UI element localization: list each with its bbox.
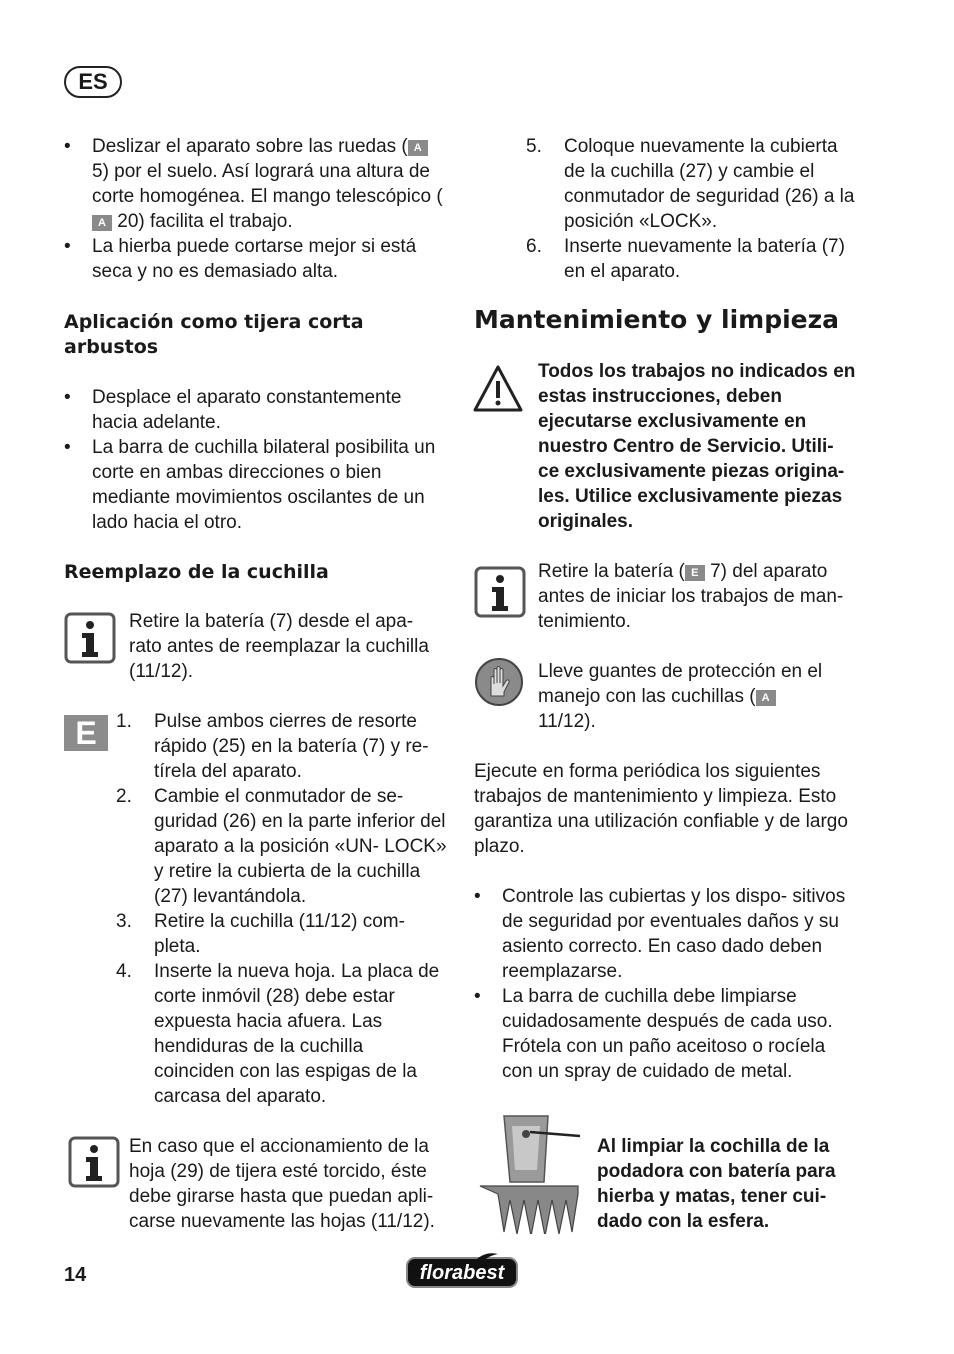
list-item: • Controle las cubiertas y los dispo- sitivos de seguridad por eventuales daños y su asiento correcto. En caso dado deben reemplazarse. <box>474 884 850 984</box>
section-heading-blade: Reemplazo de la cuchilla <box>64 561 329 583</box>
info-icon <box>64 612 114 662</box>
list-item: • La barra de cuchilla debe limpiarse cuidadosamente después de cada uso. Frótela con un paño aceitoso o rocíela con un spray de cuidado de metal. <box>474 984 850 1084</box>
list-item: • La barra de cuchilla bilateral posibilita un corte en ambas direcciones o bien mediante movimientos oscilantes de un lado hacia el otro. <box>64 435 448 535</box>
section-heading-hedge: Aplicación como tijera corta arbustos <box>64 311 364 358</box>
glove-icon <box>474 656 524 708</box>
figure-tag-e: E <box>685 565 705 581</box>
list-item: 4. Inserte la nueva hoja. La placa de corte inmóvil (28) debe estar expuesta hacia afuera. Las hendiduras de la cuchilla coinciden con las espigas de la carcasa del aparato. <box>116 961 440 1107</box>
list-item: 6. Inserte nuevamente la batería (7) en el aparato. <box>526 236 845 282</box>
left-column <box>64 134 448 585</box>
figure-tag-a: A <box>92 215 112 231</box>
warning-icon <box>472 364 524 414</box>
glove-text: Lleve guantes de protección en el manejo con las cuchillas ( A 11/12). <box>538 661 823 732</box>
list-item: 2. Cambie el conmutador de se- guridad (26) en la parte inferior del aparato a la posición «UN- LOCK» y retire la cubierta de la cuchilla (27) levantándola. <box>116 786 447 907</box>
list-item: • Deslizar el aparato sobre las ruedas ( A 5) por el suelo. Así logrará una altura de corte homogénea. El mango telescópico (A 20) facilita el trabajo. <box>64 134 448 234</box>
page-number: 14 <box>64 1264 87 1286</box>
list-item: 3. Retire la cuchilla (11/12) com- pleta. <box>116 911 405 957</box>
maintenance-paragraph: Ejecute en forma periódica los siguientes trabajos de mantenimiento y limpieza. Esto garantiza una utilización confiable y de largo plazo. <box>474 761 848 857</box>
maintenance-bullets <box>474 884 850 1084</box>
steps-list-right <box>526 134 860 284</box>
info-text-drive: En caso que el accionamiento de la hoja (29) de tijera esté torcido, éste debe girarse hasta que puedan apli- carse nuevamente las hojas (11/12). <box>129 1136 435 1232</box>
brand-logo: florabest <box>406 1252 518 1288</box>
figure-tag-a: A <box>408 140 428 156</box>
blade-note-text: Al limpiar la cochilla de la podadora con batería para hierba y matas, tener cui- dado con la esfera. <box>597 1136 836 1232</box>
figure-tag-e: E <box>64 715 108 751</box>
page-title-maintenance: Mantenimiento y limpieza <box>474 305 840 334</box>
list-item: 1. Pulse ambos cierres de resorte rápido (25) en la batería (7) y re- tírela del aparato. <box>116 711 429 782</box>
list-item: 5. Coloque nuevamente la cubierta de la cuchilla (27) y cambie el conmutador de seguridad (26) a la posición «LOCK». <box>526 136 855 232</box>
info-icon <box>474 566 524 616</box>
steps-list-left <box>116 709 448 1109</box>
info-text-replace: Retire la batería (7) desde el apa- rato antes de reemplazar la cuchilla (11/12). <box>129 611 429 682</box>
info-icon <box>68 1136 118 1186</box>
list-item: • La hierba puede cortarse mejor si está seca y no es demasiado alta. <box>64 234 448 284</box>
figure-tag-a: A <box>756 690 776 706</box>
language-badge: ES <box>64 66 122 98</box>
blade-illustration <box>474 1112 584 1234</box>
info-text-battery: Retire la batería ( E 7) del aparato antes de iniciar los trabajos de man- tenimiento. <box>538 561 844 632</box>
warning-text: Todos los trabajos no indicados en estas instrucciones, deben ejecutarse exclusivamente en nuestro Centro de Servicio. Utili- ce exclusivamente piezas origina- les. Utilice exclusivamente piezas originales. <box>538 361 856 532</box>
list-item: • Desplace el aparato constantemente hacia adelante. <box>64 385 448 435</box>
